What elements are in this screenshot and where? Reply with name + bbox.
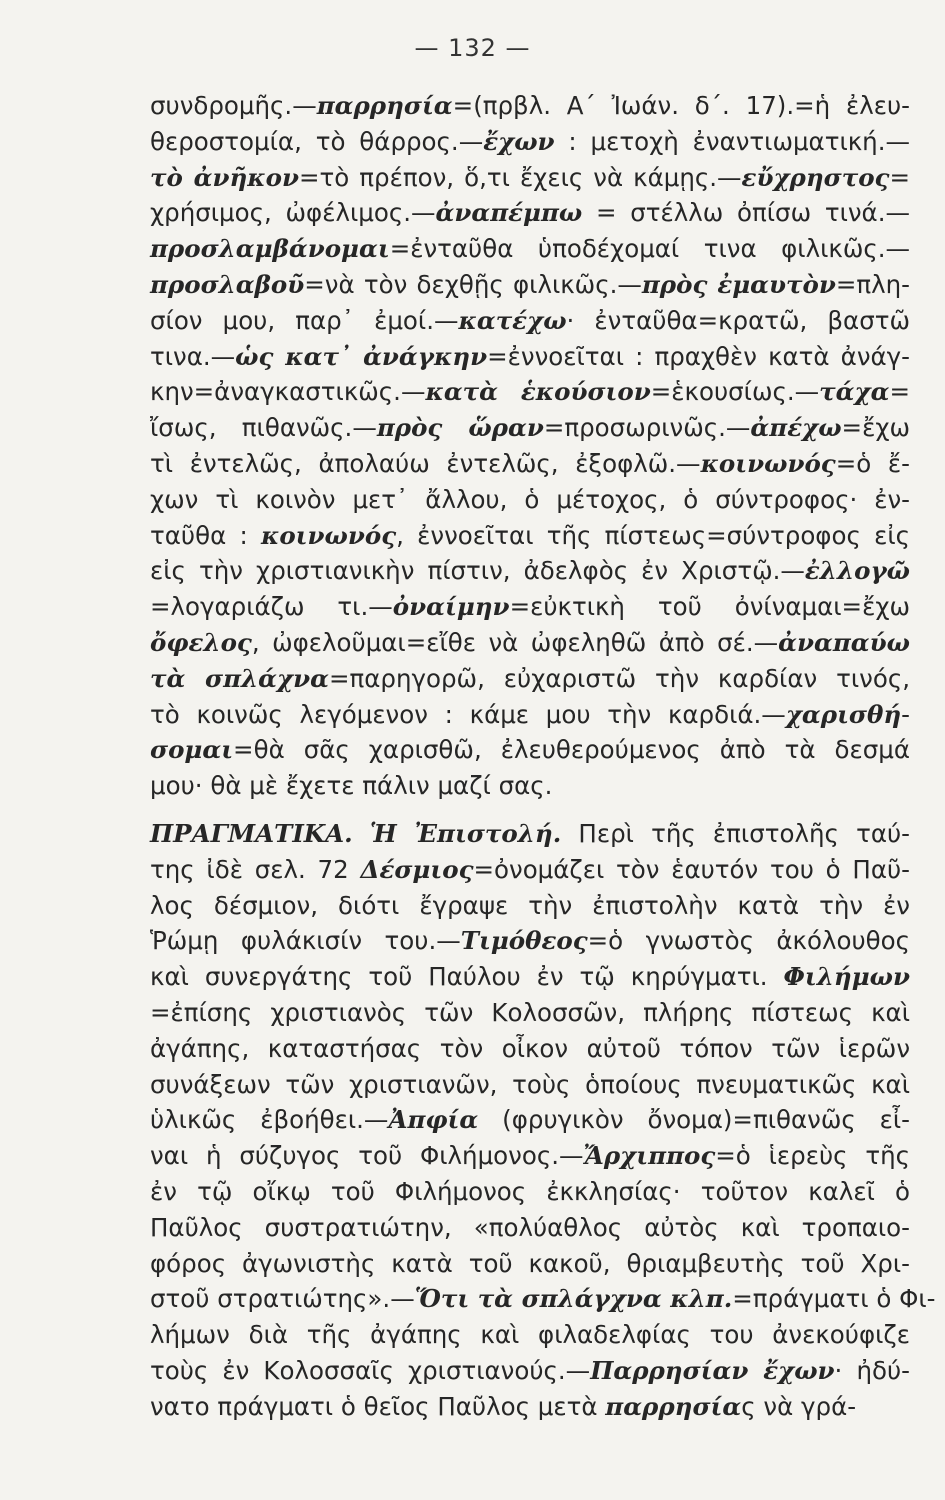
keyword: ΠΡΑΓΜΑΤΙΚΑ. bbox=[150, 818, 353, 848]
keyword: ἀπέχω bbox=[750, 413, 842, 443]
text-line: προσλαβοῦ=νὰ τὸν δεχθῇς φιλικῶς.—πρὸς ἐμαυτὸν=πλη- bbox=[150, 269, 910, 299]
text-line: στοῦ στρατιώτης».—Ὅτι τὰ σπλάγχνα κλπ.=πράγματι ὁ Φι- bbox=[150, 1284, 936, 1314]
text-line: λος δέσμιον, διότι ἔγραψε τὴν ἐπιστολὴν κατὰ τὴν ἐν bbox=[150, 890, 910, 920]
text-line: της ἰδὲ σελ. 72 Δέσμιος=ὀνομάζει τὸν ἑαυτόν του ὁ Παῦ- bbox=[150, 854, 910, 884]
text-line: τὰ σπλάχνα=παρηγορῶ, εὐχαριστῶ τὴν καρδίαν τινός, bbox=[150, 663, 910, 693]
text-line: ἴσως, πιθανῶς.—πρὸς ὥραν=προσωρινῶς.—ἀπέχω=ἔχω bbox=[150, 413, 910, 443]
keyword: ἐλλογῶ bbox=[804, 556, 910, 586]
text-line: τὶ ἐντελῶς, ἀπολαύω ἐντελῶς, ἐξοφλῶ.—κοινωνός=ὁ ἔ- bbox=[150, 448, 910, 478]
keyword: τὸ ἀνῆκον bbox=[150, 162, 299, 192]
keyword: Ἄρχιππος bbox=[583, 1141, 716, 1171]
keyword: Ἡ Ἐπιστολή. bbox=[369, 818, 562, 848]
keyword: Ἀπφία bbox=[388, 1105, 479, 1135]
text-line: τινα.—ὡς κατ᾽ ἀνάγκην=ἐννοεῖται : πραχθὲν κατὰ ἀνάγ- bbox=[150, 341, 910, 371]
keyword: ὡς κατ᾽ ἀνάγκην bbox=[235, 341, 488, 371]
keyword: προσλαμβάνομαι bbox=[150, 234, 390, 264]
text-line: ταῦθα : κοινωνός, ἐννοεῖται τῆς πίστεως=σύντροφος εἰς bbox=[150, 520, 910, 550]
text-line: συνδρομῆς.—παρρησία=(πρβλ. Α΄ Ἰωάν. δ΄. 17).=ἡ ἐλευ- bbox=[150, 91, 910, 120]
keyword: Τιμόθεος bbox=[460, 926, 588, 956]
text-line: Παῦλος συστρατιώτην, «πολύαθλος αὐτὸς καὶ τροπαιο- bbox=[150, 1212, 910, 1242]
text-line: θεροστομία, τὸ θάρρος.—ἔχων : μετοχὴ ἐναντιωματική.— bbox=[150, 126, 910, 156]
text-line: =λογαριάζω τι.—ὀναίμην=εὐκτικὴ τοῦ ὀνίναμαι=ἔχω bbox=[150, 592, 910, 622]
keyword: Παρρησίαν ἔχων bbox=[590, 1355, 835, 1385]
keyword: Φιλήμων bbox=[783, 962, 910, 992]
text-line: σίον μου, παρ᾽ ἐμοί.—κατέχω· ἐνταῦθα=κρατῶ, βαστῶ bbox=[150, 305, 910, 335]
text-line: ΠΡΑΓΜΑΤΙΚΑ. Ἡ Ἐπιστολή. Περὶ τῆς ἐπιστολῆς ταύ- bbox=[150, 818, 910, 848]
keyword: σομαι bbox=[150, 735, 234, 765]
text-line: λήμων διὰ τῆς ἀγάπης καὶ φιλαδελφίας του ἀνεκούφιζε bbox=[150, 1320, 910, 1350]
keyword: παρρησία bbox=[605, 1391, 742, 1421]
keyword: πρὸς ἐμαυτὸν bbox=[641, 269, 836, 299]
text-line: σομαι=θὰ σᾶς χαρισθῶ, ἐλευθερούμενος ἀπὸ τὰ δεσμά bbox=[150, 735, 910, 765]
text-line: νατο πράγματι ὁ θεῖος Παῦλος μετὰ παρρησίας νὰ γρά- bbox=[150, 1391, 857, 1421]
text-line: ἐν τῷ οἴκῳ τοῦ Φιλήμονος ἐκκλησίας· τοῦτον καλεῖ ὁ bbox=[150, 1176, 910, 1206]
text-line: ναι ἡ σύζυγος τοῦ Φιλήμονος.—Ἄρχιππος=ὁ ἱερεὺς τῆς bbox=[150, 1141, 910, 1171]
text-line: ἀγάπης, καταστήσας τὸν οἶκον αὐτοῦ τόπον τῶν ἱερῶν bbox=[150, 1033, 910, 1063]
keyword: εὔχρηστος bbox=[741, 162, 890, 192]
keyword: τάχα bbox=[819, 377, 890, 407]
keyword: ἔχων bbox=[483, 126, 555, 156]
keyword: παρρησία bbox=[316, 91, 453, 120]
keyword: κοινωνός bbox=[260, 520, 397, 550]
keyword: κατὰ ἑκούσιον bbox=[425, 377, 651, 407]
text-line: τὸ κοινῶς λεγόμενον : κάμε μου τὴν καρδιά.—χαρισθή- bbox=[150, 699, 910, 729]
text-line: καὶ συνεργάτης τοῦ Παύλου ἐν τῷ κηρύγματι. Φιλήμων bbox=[150, 962, 910, 992]
text-line: χρήσιμος, ὠφέλιμος.—ἀναπέμπω = στέλλω ὀπίσω τινά.— bbox=[150, 198, 910, 228]
keyword: τὰ σπλάχνα bbox=[150, 663, 329, 693]
text-line: συνάξεων τῶν χριστιανῶν, τοὺς ὁποίους πνευματικῶς καὶ bbox=[150, 1069, 910, 1099]
keyword: Δέσμιος bbox=[360, 854, 474, 884]
text-line: =ἐπίσης χριστιανὸς τῶν Κολοσσῶν, πλήρης πίστεως καὶ bbox=[150, 997, 910, 1027]
keyword: ὄφελος bbox=[150, 627, 252, 657]
keyword: προσλαβοῦ bbox=[150, 269, 305, 299]
keyword: ἀναπαύω bbox=[778, 627, 910, 657]
text-line: μου· θὰ μὲ ἔχετε πάλιν μαζί σας. bbox=[150, 771, 553, 801]
keyword: χαρισθή bbox=[785, 699, 902, 729]
keyword: ἀναπέμπω bbox=[435, 198, 583, 228]
text-line: ὄφελος, ὠφελοῦμαι=εἴθε νὰ ὠφεληθῶ ἀπὸ σέ.—ἀναπαύω bbox=[150, 627, 910, 657]
text-line: κην=ἀναγκαστικῶς.—κατὰ ἑκούσιον=ἑκουσίως.—τάχα= bbox=[150, 377, 910, 407]
text-line: τοὺς ἐν Κολοσσαῖς χριστιανούς.—Παρρησίαν ἔχων· ἠδύ- bbox=[150, 1355, 910, 1385]
text-line: χων τὶ κοινὸν μετ᾽ ἄλλου, ὁ μέτοχος, ὁ σύντροφος· ἐν- bbox=[150, 484, 910, 514]
text-line: φόρος ἀγωνιστὴς κατὰ τοῦ κακοῦ, θριαμβευτὴς τοῦ Χρι- bbox=[150, 1248, 910, 1278]
text-line: Ῥώμῃ φυλάκισίν του.—Τιμόθεος=ὁ γνωστὸς ἀκόλουθος bbox=[150, 926, 911, 956]
keyword: κοινωνός bbox=[700, 448, 836, 478]
text-line: τὸ ἀνῆκον=τὸ πρέπον, ὅ,τι ἔχεις νὰ κάμῃς.—εὔχρηστος= bbox=[150, 162, 910, 192]
keyword: κατέχω bbox=[458, 305, 567, 335]
text-line: προσλαμβάνομαι=ἐνταῦθα ὑποδέχομαί τινα φιλικῶς.— bbox=[150, 234, 910, 264]
keyword: πρὸς ὥραν bbox=[376, 413, 544, 443]
page-number: — 132 — bbox=[414, 34, 531, 62]
body-text bbox=[150, 88, 936, 1424]
text-line: εἰς τὴν χριστιανικὴν πίστιν, ἀδελφὸς ἐν Χριστῷ.—ἐλλογῶ bbox=[150, 556, 910, 586]
keyword: ὀναίμην bbox=[392, 592, 510, 622]
text-line: ὑλικῶς ἐβοήθει.—Ἀπφία (φρυγικὸν ὄνομα)=πιθανῶς εἶ- bbox=[150, 1105, 911, 1135]
keyword: Ὅτι τὰ σπλάγχνα κλπ. bbox=[414, 1284, 733, 1314]
